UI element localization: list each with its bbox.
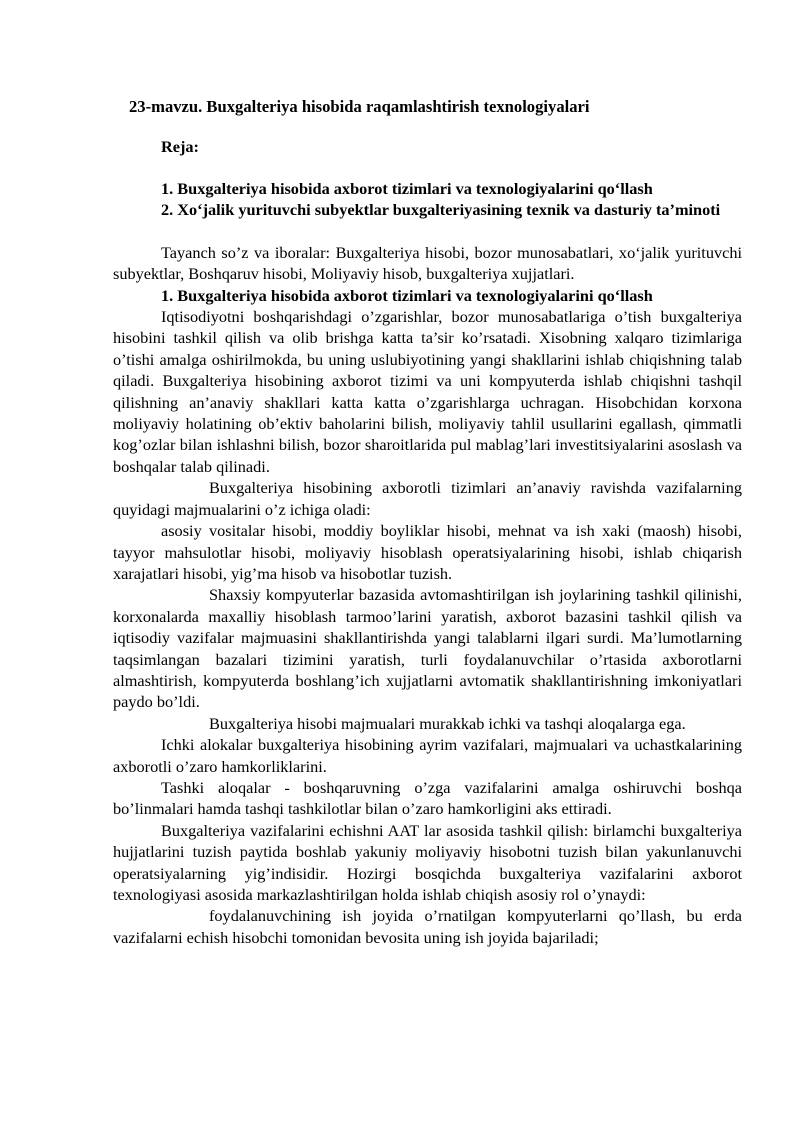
body-paragraph: Iqtisodiyotni boshqarishdagi o’zgarishlar, bozor munosabatlariga o’tish buxgalteriya hisobini tashkil qilish va olib brishga katta ta’sir ko’rsatadi. Xisobning xalqaro tizimlariga o’tishi amalga oshirilmokda, bu uning uslubiyotining yangi shakllarini ishlab chiqishning talab qiladi. Buxgalteriya hisobining axborot tizimi va uni kompyuterda ishlab chiqishni tashqil qilishning an’anaviy shakllari katta katta o’zgarishlarga uchragan. Hisobchidan korxona moliyaviy holatining ob’ektiv baholarini bilish, moliyaviy tahlil usullarini egallash, qimmatli kog’ozlar bilan ishlashni bilish, bozor sharoitlarida pul mablag’lari investitsiyalarini asoslash va boshqalar talab qilinadi.: [113, 307, 742, 476]
body-paragraph: Tashki aloqalar - boshqaruvning o’zga vazifalarini amalga oshiruvchi boshqa bo’linmalari hamda tashqi tashkilotlar bilan o’zaro hamkorligini aks ettiradi.: [113, 777, 742, 819]
plan-item-1: 1. Buxgalteriya hisobida axborot tizimlari va texnologiyalarini qo‘llash: [161, 179, 653, 198]
page-title: 23-mavzu. Buxgalteriya hisobida raqamlashtirish texnologiyalari: [129, 97, 590, 116]
body-paragraph: Buxgalteriya vazifalarini echishni AAT lar asosida tashkil qilish: birlamchi buxgalteriya hujjatlarini tuzish paytida boshlab yakuniy moliyaviy hisobotni tuzish bilan yakunlanuvchi operatsiyalarning yig’indisidir. Hozirgi bosqichda buxgalteriya vazifalarini axborot texnologiyasi asosida markazlashtirilgan holda ishlab chiqish asosiy rol o’ynaydi:: [113, 820, 742, 904]
keywords-paragraph: Tayanch so’z va iboralar: Buxgalteriya hisobi, bozor munosabatlari, xo‘jalik yurituvchi subyektlar, Boshqaruv hisobi, Moliyaviy hisob, buxgalteriya xujjatlari.: [113, 242, 742, 284]
plan-list: [113, 178, 742, 221]
plan-item-2: 2. Xo‘jalik yurituvchi subyektlar buxgalteriyasining texnik va dasturiy ta’minoti: [161, 200, 721, 220]
body-paragraph: Buxgalteriya hisobining axborotli tizimlari an’anaviy ravishda vazifalarning quyidagi majmualarini o’z ichiga oladi:: [113, 478, 742, 519]
document-page: [113, 96, 742, 948]
body-paragraph: Shaxsiy kompyuterlar bazasida avtomashtirilgan ish joylarining tashkil qilinishi, korxonalarda maxalliy hisoblash tarmoo’larini yaratish, axborot bazasini tashkil qilish va iqtisodiy vazifalar majmuasini shakllantirishda yangi talablarni ilgari surdi. Ma’lumotlarning taqsimlangan bazalari tizimini yaratish, turli foydalanuvchilar o’rtasida axborotlarni almashtirish, kompyuterda boshlang’ich xujjatlarni avtomatik shakllantirishning imkoniyatlari paydo bo’ldi.: [113, 585, 742, 712]
body-paragraph: Ichki alokalar buxgalteriya hisobining ayrim vazifalari, majmualari va uchastkalarining axborotli o’zaro hamkorliklarini.: [113, 735, 742, 776]
body-paragraph: asosiy vositalar hisobi, moddiy boyliklar hisobi, mehnat va ish xaki (maosh) hisobi, tayyor mahsulotlar hisobi, moliyaviy hisoblash operatsiyalarining hisobi, ishlab chiqarish xarajatlari hisobi, yig’ma hisob va hisobotlar tuzish.: [113, 521, 742, 583]
plan-heading: Reja:: [161, 137, 199, 156]
section-heading: 1. Buxgalteriya hisobida axborot tizimlari va texnologiyalarini qo‘llash: [161, 285, 653, 305]
body-paragraph: Buxgalteriya hisobi majmualari murakkab ichki va tashqi aloqalarga ega.: [209, 713, 686, 733]
body-paragraph: foydalanuvchining ish joyida o’rnatilgan kompyuterlarni qo’llash, bu erda vazifalarni echish hisobchi tomonidan bevosita uning ish joyida bajariladi;: [113, 906, 742, 947]
